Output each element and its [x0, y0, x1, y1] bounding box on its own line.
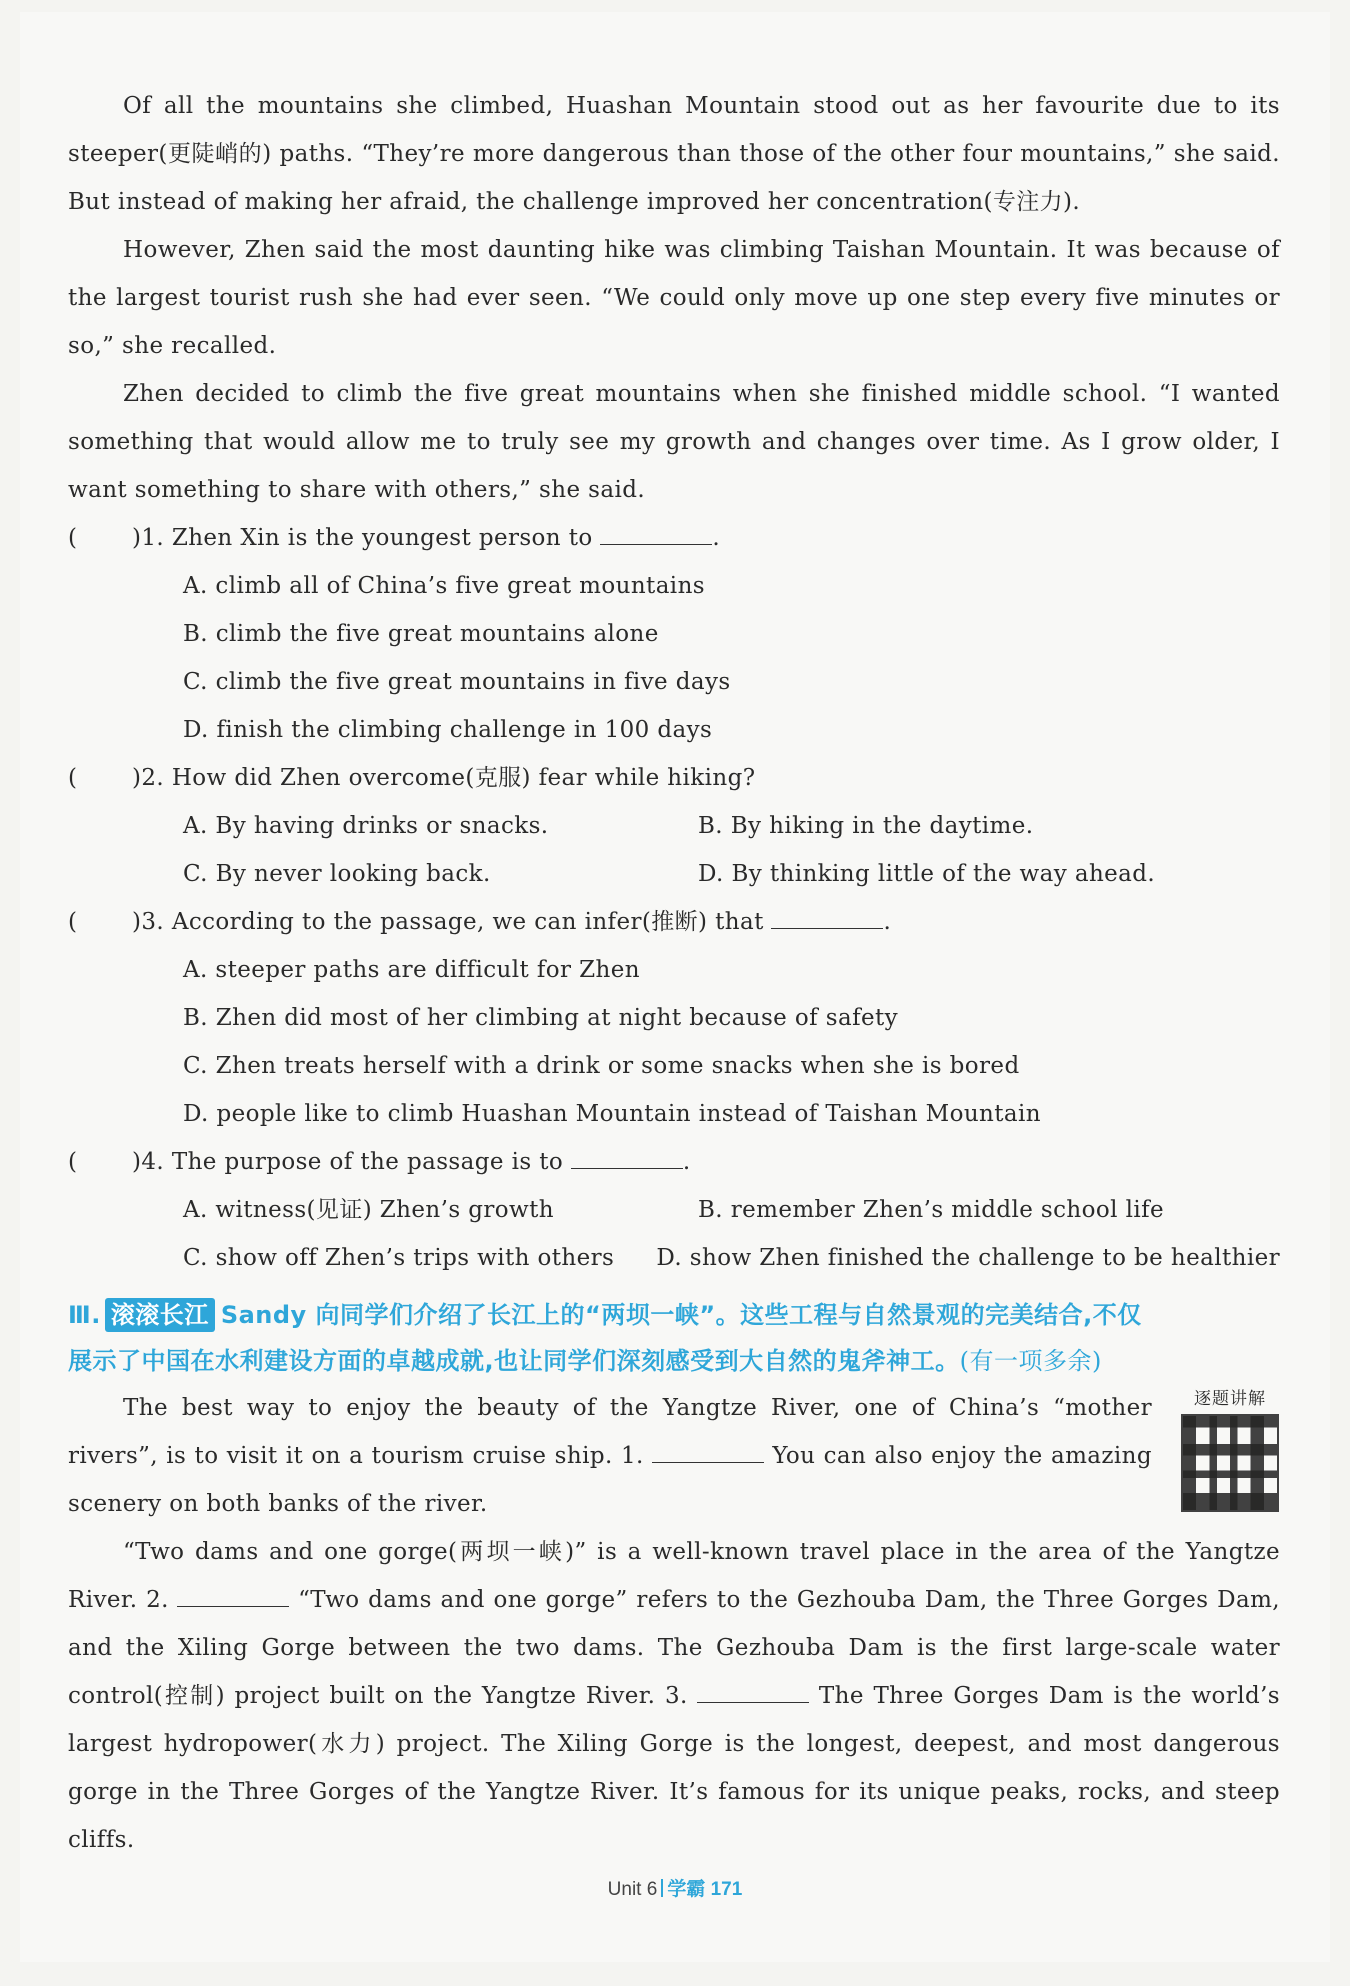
qr-label: 逐题讲解 [1194, 1389, 1266, 1409]
answer-paren-open: ( [68, 525, 78, 551]
footer-unit: Unit 6 [607, 1879, 658, 1900]
question-1-option-c: C. climb the five great mountains in five days [183, 669, 731, 695]
question-3-stem: )3. According to the passage, we can infer(推断) that . [132, 898, 891, 946]
question-2-stem: )2. How did Zhen overcome(克服) fear while hiking? [132, 765, 756, 791]
question-4-option-c: C. show off Zhen’s trips with others [183, 1245, 615, 1271]
question-3-option-d: D. people like to climb Huashan Mountain instead of Taishan Mountain [183, 1101, 1041, 1127]
section-3-header [68, 1292, 1280, 1384]
answer-blank[interactable] [771, 902, 883, 929]
question-2 [68, 754, 1280, 802]
qr-code-icon[interactable] [1181, 1414, 1279, 1512]
passage-paragraph-2: However, Zhen said the most daunting hike was climbing Taishan Mountain. It was because of the largest tourist rush she had ever seen. “We could only move up one step every five minutes or so,” she recalled. [68, 237, 1280, 359]
passage-paragraph-3: Zhen decided to climb the five great mountains when she finished middle school. “I wanted something that would allow me to truly see my growth and changes over time. As I grow older, I want something to share with others,” she said. [68, 381, 1280, 503]
question-2-option-a: A. By having drinks or snacks. [183, 813, 549, 839]
gap-2-blank[interactable] [177, 1580, 289, 1607]
question-1 [68, 514, 1280, 562]
question-1-option-a: A. climb all of China’s five great mountains [183, 573, 705, 599]
question-2-options-row-1 [68, 802, 1280, 850]
footer-divider [661, 1879, 663, 1897]
answer-blank[interactable] [600, 518, 712, 545]
question-4-options-row-2 [68, 1234, 1280, 1282]
gap-3-blank[interactable] [697, 1676, 809, 1703]
answer-paren-open: ( [68, 909, 78, 935]
gap-1-blank[interactable] [652, 1436, 764, 1463]
question-3-option-c: C. Zhen treats herself with a drink or some snacks when she is bored [183, 1053, 1020, 1079]
answer-blank[interactable] [571, 1142, 683, 1169]
passage-2-paragraph-2: “Two dams and one gorge(两坝一峡)” is a well-known travel place in the area of the Yangtze River. 2. “Two dams and one gorge” refers to the Gezhouba Dam, the Three Gorges Dam, and the Xiling Gorge between the two dams. The Gezhouba Dam is the first large-scale water control(控制) project built on the Yangtze River. 3. The Three Gorges Dam is the world’s largest hydropower(水力) project. The Xiling Gorge is the longest, deepest, and most dangerous gorge in the Three Gorges of the Yangtze River. It’s famous for its unique peaks, rocks, and steep cliffs. [68, 1539, 1280, 1853]
passage-2-paragraph-1: The best way to enjoy the beauty of the Yangtze River, one of China’s “mother rivers”, is to visit it on a tourism cruise ship. 1. You can also enjoy the amazing scenery on both banks of the river. [68, 1395, 1153, 1517]
answer-paren-open: ( [68, 1149, 78, 1175]
workbook-page [20, 12, 1330, 1962]
question-2-option-b: B. By hiking in the daytime. [698, 813, 1034, 839]
qr-code-block[interactable] [1174, 1388, 1286, 1512]
question-1-option-b: B. climb the five great mountains alone [183, 621, 659, 647]
answer-paren-open: ( [68, 765, 78, 791]
footer-page-number: 171 [710, 1879, 743, 1900]
footer-brand: 学霸 [667, 1879, 706, 1900]
question-3-option-b: B. Zhen did most of her climbing at night because of safety [183, 1005, 899, 1031]
passage-paragraph-1: Of all the mountains she climbed, Huashan Mountain stood out as her favourite due to its steeper(更陡峭的) paths. “They’re more dangerous than those of the other four mountains,” she said. But instead of making her afraid, the challenge improved her concentration(专注力). [68, 93, 1280, 215]
question-4 [68, 1138, 1280, 1186]
question-2-option-d: D. By thinking little of the way ahead. [698, 861, 1156, 887]
question-3-option-a: A. steeper paths are difficult for Zhen [183, 957, 640, 983]
question-2-options-row-2 [68, 850, 1280, 898]
question-3 [68, 898, 1280, 946]
section-3-line-1 [68, 1292, 1280, 1338]
question-4-options-row-1 [68, 1186, 1280, 1234]
section-tag: 滚滚长江 [105, 1298, 215, 1332]
page-content [68, 82, 1280, 1864]
question-1-option-d: D. finish the climbing challenge in 100 days [183, 717, 713, 743]
section-3-line-2 [68, 1338, 1280, 1384]
question-4-option-a: A. witness(见证) Zhen’s growth [183, 1197, 554, 1223]
section-number: Ⅲ. [68, 1301, 101, 1329]
section-intro-line-1: Sandy 向同学们介绍了长江上的“两坝一峡”。这些工程与自然景观的完美结合,不仅 [220, 1301, 1142, 1329]
page-footer [20, 1874, 1330, 1901]
section-note: (有一项多余) [959, 1347, 1102, 1375]
question-4-option-b: B. remember Zhen’s middle school life [698, 1197, 1165, 1223]
section-intro-line-2: 展示了中国在水利建设方面的卓越成就,也让同学们深刻感受到大自然的鬼斧神工。 [68, 1347, 960, 1375]
question-1-stem: )1. Zhen Xin is the youngest person to . [132, 514, 720, 562]
passage-2-block [68, 1384, 1280, 1864]
question-4-stem: )4. The purpose of the passage is to . [132, 1138, 691, 1186]
question-4-option-d: D. show Zhen finished the challenge to be healthier [656, 1245, 1280, 1271]
question-2-option-c: C. By never looking back. [183, 861, 491, 887]
